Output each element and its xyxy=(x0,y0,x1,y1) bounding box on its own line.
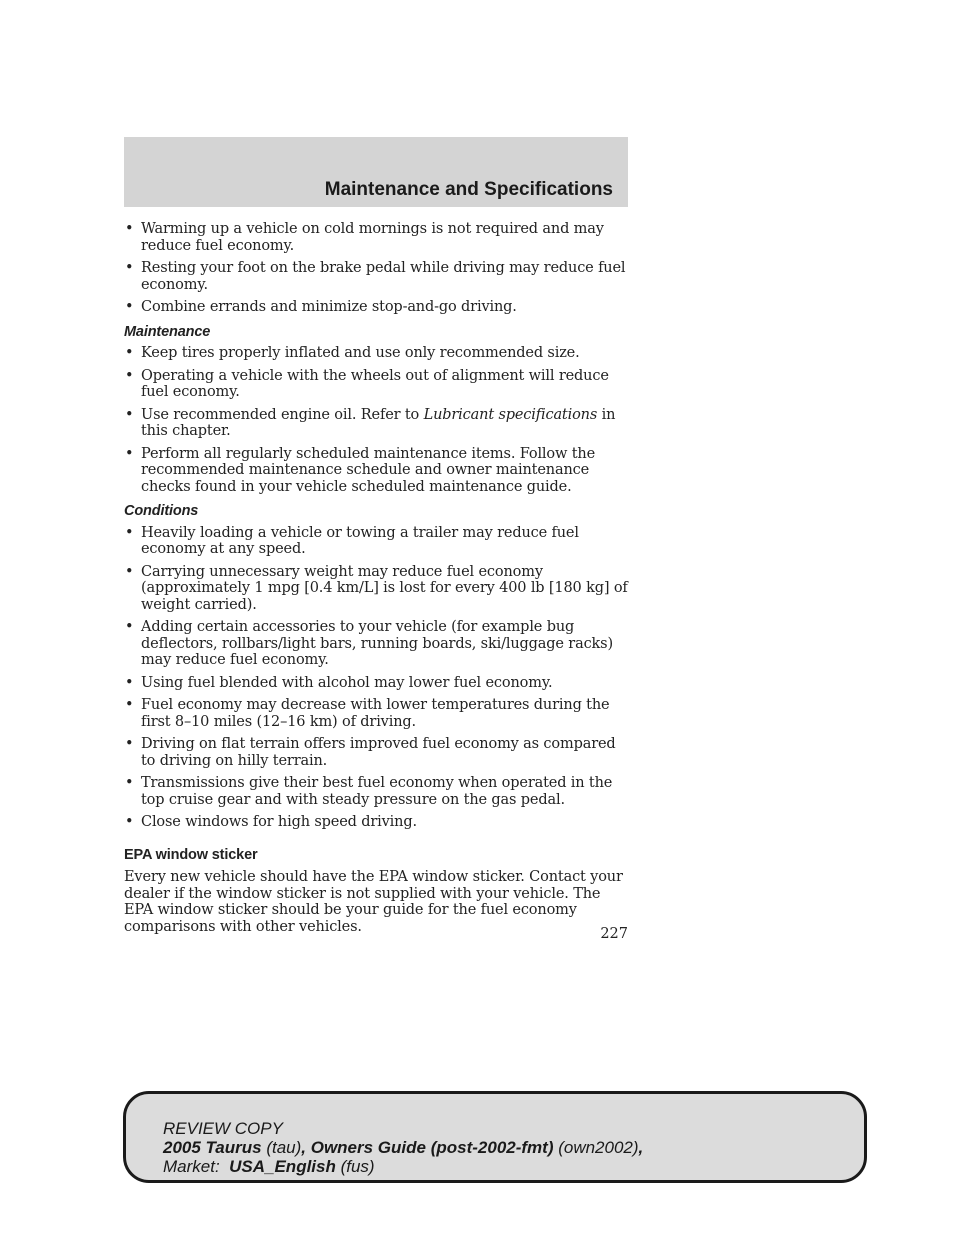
bullet-icon: • xyxy=(125,775,134,791)
epa-heading: EPA window sticker xyxy=(124,846,258,863)
list-item: • Close windows for high speed driving. xyxy=(125,814,417,830)
list-item: • Using fuel blended with alcohol may lower fuel economy. xyxy=(125,674,553,691)
conditions-bullet-list xyxy=(124,525,630,831)
bullet-icon: • xyxy=(125,221,134,237)
bullet-icon: • xyxy=(125,445,134,462)
bullet-icon: • xyxy=(125,736,134,752)
review-copy-label: REVIEW COPY xyxy=(163,1119,283,1138)
section-title: Maintenance and Specifications xyxy=(324,179,613,200)
bullet-icon: • xyxy=(125,697,134,713)
page-content xyxy=(124,221,630,935)
list-item: • Resting your foot on the brake pedal while driving may reduce fuel economy. xyxy=(125,260,626,293)
intro-bullet-list xyxy=(124,221,630,316)
list-item: • Heavily loading a vehicle or towing a trailer may reduce fuel economy at any speed. xyxy=(125,524,579,557)
list-item: • Operating a vehicle with the wheels out of alignment will reduce fuel economy. xyxy=(125,367,609,400)
page-number: 227 xyxy=(600,926,628,942)
list-item: • Adding certain accessories to your vehicle (for example bug deflectors, rollbars/light bars, running boards, ski/luggage racks) may reduce fuel economy. xyxy=(125,619,613,668)
review-copy-footer xyxy=(123,1091,867,1183)
conditions-heading: Conditions xyxy=(124,503,199,519)
section-header-band xyxy=(124,137,628,207)
maintenance-heading: Maintenance xyxy=(124,323,211,340)
list-item: • Keep tires properly inflated and use only recommended size. xyxy=(125,345,580,361)
bullet-icon: • xyxy=(125,260,134,276)
bullet-icon: • xyxy=(125,674,134,691)
list-item: • Fuel economy may decrease with lower temperatures during the first 8–10 miles (12–16 km) of driving. xyxy=(125,697,610,730)
list-item: • Combine errands and minimize stop-and-go driving. xyxy=(125,299,517,315)
list-item: • Carrying unnecessary weight may reduce fuel economy (approximately 1 mpg [0.4 km/L] is lost for every 400 lb [180 kg] of weight carried). xyxy=(125,563,628,613)
footer-market-line: Market: USA_English (fus) xyxy=(163,1157,375,1176)
bullet-icon: • xyxy=(125,345,134,361)
list-item: • Transmissions give their best fuel economy when operated in the top cruise gear and with steady pressure on the gas pedal. xyxy=(125,775,613,808)
footer-model-line: 2005 Taurus (tau), Owners Guide (post-2002-fmt) (own2002), xyxy=(163,1138,644,1157)
bullet-icon: • xyxy=(125,367,134,384)
bullet-icon: • xyxy=(125,406,134,423)
list-item: • Warming up a vehicle on cold mornings is not required and may reduce fuel economy. xyxy=(125,221,604,254)
list-item: • Driving on flat terrain offers improved fuel economy as compared to driving on hilly terrain. xyxy=(125,736,616,769)
bullet-icon: • xyxy=(125,619,134,635)
bullet-icon: • xyxy=(125,524,134,541)
epa-paragraph: Every new vehicle should have the EPA window sticker. Contact your dealer if the window sticker is not supplied with your vehicle. The EPA window sticker should be your guide for the fuel economy comparisons with other vehicles. xyxy=(124,869,623,935)
list-item: • Use recommended engine oil. Refer to Lubricant specifications in this chapter. xyxy=(125,406,616,439)
bullet-icon: • xyxy=(125,814,134,830)
bullet-icon: • xyxy=(125,299,134,315)
list-item: • Perform all regularly scheduled maintenance items. Follow the recommended maintenance schedule and owner maintenance checks found in your vehicle scheduled maintenance guide. xyxy=(125,445,596,495)
maintenance-bullet-list xyxy=(124,345,630,495)
footer-text xyxy=(163,1119,643,1176)
lubricant-specifications-reference: Lubricant specifications xyxy=(423,406,598,423)
bullet-icon: • xyxy=(125,563,134,580)
